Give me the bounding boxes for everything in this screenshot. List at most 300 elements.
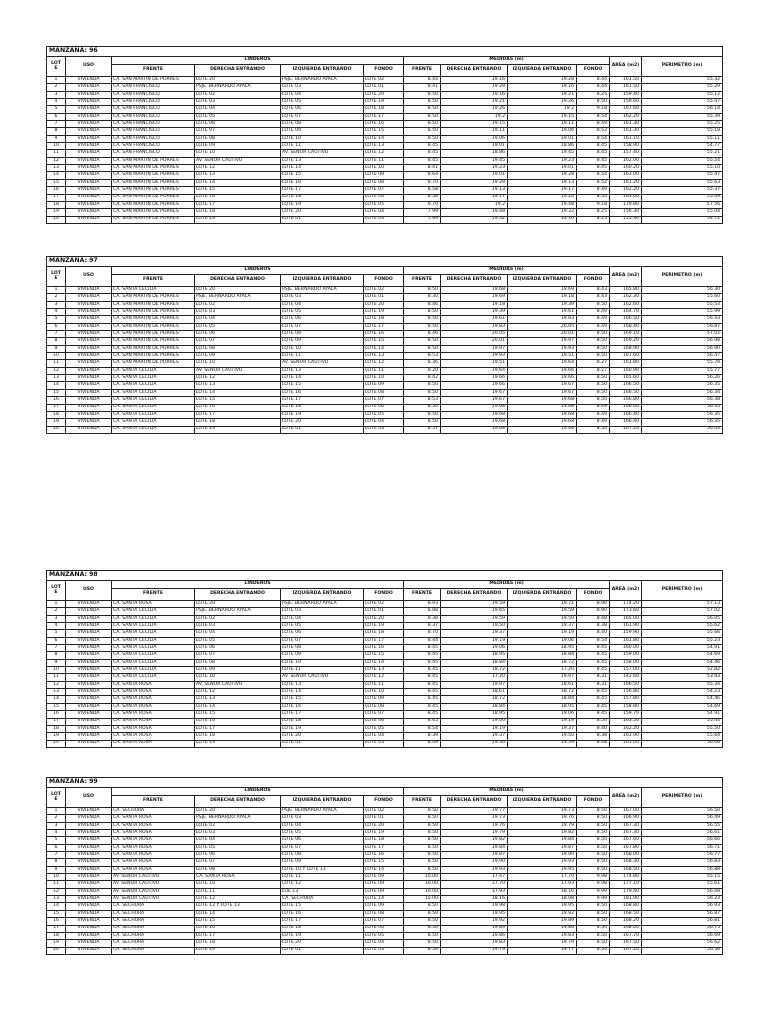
medidas-header: MEDIDAS (m) bbox=[404, 788, 610, 796]
table-row bbox=[47, 659, 723, 666]
derecha-cell: LOTE 03 bbox=[195, 830, 281, 837]
derecha-cell: LOTE 18 bbox=[195, 419, 281, 426]
fondo-header: FONDO bbox=[364, 65, 404, 77]
lote-cell: 12 bbox=[47, 157, 66, 164]
frente-header: FRENTE bbox=[112, 589, 195, 601]
medida-frente-cell: 8.50 bbox=[404, 287, 441, 294]
perimetro-cell: 56.69 bbox=[642, 932, 723, 939]
manzana-block-97 bbox=[46, 256, 722, 434]
uso-cell: VIVIENDA bbox=[66, 345, 112, 352]
area-cell: 168.40 bbox=[610, 323, 642, 330]
frente-cell: CA. SAN MARTIN DE PORRES bbox=[112, 172, 195, 179]
frente-cell: CA. SAN MARTIN DE PORRES bbox=[112, 209, 195, 216]
perimetro-cell: 54.77 bbox=[642, 143, 723, 150]
frente-cell: CA. SAN MARTIN DE PORRES bbox=[112, 157, 195, 164]
izquierda-cell: LOTE 14 bbox=[281, 689, 364, 696]
medida-fondo-cell: 8.50 bbox=[577, 397, 610, 404]
uso-cell: VIVIENDA bbox=[66, 194, 112, 201]
lote-cell: 14 bbox=[47, 172, 66, 179]
derecha-cell: LOTE 08 bbox=[195, 866, 281, 873]
fondo-cell: LOTE 08 bbox=[364, 179, 404, 186]
medida-frente-cell: 8.50 bbox=[404, 932, 441, 939]
medida-derecha-cell: 19.17 bbox=[441, 194, 508, 201]
area-cell: 166.40 bbox=[610, 419, 642, 426]
area-cell: 168.80 bbox=[610, 903, 642, 910]
table-row bbox=[47, 822, 723, 829]
area-cell: 161.90 bbox=[610, 623, 642, 630]
medida-fondo-cell: 8.54 bbox=[577, 194, 610, 201]
uso-header: USO bbox=[66, 57, 112, 77]
derecha-cell: LOTE 09 bbox=[195, 143, 281, 150]
medida-izquierda-cell: 19.06 bbox=[508, 711, 577, 718]
uso-cell: VIVIENDA bbox=[66, 888, 112, 895]
table-row bbox=[47, 859, 723, 866]
perimetro-cell: 55.62 bbox=[642, 623, 723, 630]
medida-derecha-cell: 19.39 bbox=[441, 309, 508, 316]
area-cell: 157.00 bbox=[610, 667, 642, 674]
lote-cell: 9 bbox=[47, 135, 66, 142]
perimetro-cell: 55.34 bbox=[642, 681, 723, 688]
lote-cell: 6 bbox=[47, 113, 66, 120]
fondo-cell: LOTE 09 bbox=[364, 874, 404, 881]
medida-derecha-cell: 19.23 bbox=[441, 165, 508, 172]
perimetro-cell: 55.53 bbox=[642, 301, 723, 308]
lote-cell: 13 bbox=[47, 689, 66, 696]
uso-cell: VIVIENDA bbox=[66, 353, 112, 360]
medida-derecha-cell: 19.83 bbox=[441, 940, 508, 947]
izquierda-cell: LOTE 18 bbox=[281, 194, 364, 201]
izquierda-cell: LOTE 14 bbox=[281, 165, 364, 172]
medida-fondo-cell: 8.45 bbox=[577, 659, 610, 666]
uso-cell: VIVIENDA bbox=[66, 918, 112, 925]
derecha-cell: LOTE 05 bbox=[195, 113, 281, 120]
perimetro-cell: 55.64 bbox=[642, 733, 723, 740]
izquierda-cell: LOTE 10 bbox=[281, 135, 364, 142]
izquierda-cell: LOTE 07 bbox=[281, 637, 364, 644]
medida-frente-cell: 8.45 bbox=[404, 703, 441, 710]
area-cell: 179.80 bbox=[610, 201, 642, 208]
table-row bbox=[47, 91, 723, 98]
lot-header: LOT E bbox=[47, 788, 66, 808]
area-cell: 167.20 bbox=[610, 947, 642, 954]
area-cell: 165.80 bbox=[610, 287, 642, 294]
medida-derecha-cell: 19.59 bbox=[441, 615, 508, 622]
medida-izquierda-header: IZQUIERDA ENTRANDO bbox=[508, 796, 577, 808]
derecha-cell: LOTE 12 bbox=[195, 375, 281, 382]
medida-fondo-cell: 8.27 bbox=[577, 360, 610, 367]
fondo-cell: LOTE 15 bbox=[364, 338, 404, 345]
frente-cell: CA. SAN MARTIN DE PORRES bbox=[112, 345, 195, 352]
medida-frente-cell: 8.41 bbox=[404, 84, 441, 91]
fondo-cell: LOTE 18 bbox=[364, 837, 404, 844]
derecha-cell: LOTE 15 bbox=[195, 187, 281, 194]
fondo-cell: LOTE 03 bbox=[364, 947, 404, 954]
area-cell: 157.40 bbox=[610, 150, 642, 157]
frente-cell: CA. SANTA CECILIA bbox=[112, 645, 195, 652]
medida-frente-cell: 8.50 bbox=[404, 910, 441, 917]
izquierda-cell: LOTE 16 bbox=[281, 179, 364, 186]
frente-cell: CA. SANTA CECILIA bbox=[112, 287, 195, 294]
area-cell: 167.60 bbox=[610, 353, 642, 360]
izquierda-cell: PSJE. BERNARDO AYALA bbox=[281, 601, 364, 608]
perimetro-cell: 56.61 bbox=[642, 830, 723, 837]
izquierda-cell: LOTE 17 bbox=[281, 711, 364, 718]
medida-frente-cell: 8.50 bbox=[404, 822, 441, 829]
derecha-cell: LOTE 08 bbox=[195, 345, 281, 352]
uso-cell: VIVIENDA bbox=[66, 837, 112, 844]
izquierda-cell: LOTE 03 bbox=[281, 84, 364, 91]
area-cell: 169.10 bbox=[610, 331, 642, 338]
frente-cell: CA. SANTA CECILIA bbox=[112, 652, 195, 659]
uso-cell: VIVIENDA bbox=[66, 301, 112, 308]
frente-cell: CA. SECHURA bbox=[112, 947, 195, 954]
frente-cell: CA. SANTA CECILIA bbox=[112, 659, 195, 666]
fondo-cell: LOTE 14 bbox=[364, 896, 404, 903]
izquierda-cell: LOTE 09 bbox=[281, 859, 364, 866]
frente-cell: CA. SECHURA bbox=[112, 903, 195, 910]
uso-cell: VIVIENDA bbox=[66, 382, 112, 389]
area-cell: 155.30 bbox=[610, 216, 642, 223]
lot-header: LOT E bbox=[47, 57, 66, 77]
frente-cell: CA. SANTA ROSA bbox=[112, 711, 195, 718]
medida-izquierda-cell: 19.67 bbox=[508, 389, 577, 396]
izquierda-cell: LOTE 13 bbox=[281, 367, 364, 374]
uso-cell: VIVIENDA bbox=[66, 294, 112, 301]
medida-frente-cell: 8.50 bbox=[404, 419, 441, 426]
lote-cell: 17 bbox=[47, 718, 66, 725]
izquierda-cell: LOTE 03 bbox=[281, 815, 364, 822]
derecha-cell: LOTE 17 bbox=[195, 725, 281, 732]
derecha-cell: LOTE 15 bbox=[195, 397, 281, 404]
lote-cell: 18 bbox=[47, 725, 66, 732]
medida-fondo-cell: 8.48 bbox=[577, 740, 610, 747]
frente-cell: CA. SANTA CECILIA bbox=[112, 411, 195, 418]
fondo-cell: LOTE 19 bbox=[364, 309, 404, 316]
perimetro-cell: 54.46 bbox=[642, 696, 723, 703]
medida-derecha-cell: 19.68 bbox=[441, 426, 508, 433]
medida-izquierda-cell: 19.48 bbox=[508, 201, 577, 208]
linderos-header: LINDEROS bbox=[112, 267, 404, 275]
table-row bbox=[47, 345, 723, 352]
perimetro-cell: 56.56 bbox=[642, 947, 723, 954]
area-cell: 159.70 bbox=[610, 711, 642, 718]
medida-fondo-cell: 8.38 bbox=[577, 733, 610, 740]
lote-cell: 12 bbox=[47, 367, 66, 374]
uso-cell: VIVIENDA bbox=[66, 932, 112, 939]
area-header: AREA (m2) bbox=[610, 57, 642, 77]
table-row bbox=[47, 426, 723, 433]
area-cell: 161.30 bbox=[610, 121, 642, 128]
medida-fondo-cell: 8.54 bbox=[577, 113, 610, 120]
fondo-cell: LOTE 09 bbox=[364, 172, 404, 179]
uso-cell: VIVIENDA bbox=[66, 689, 112, 696]
fondo-cell: LOTE 17 bbox=[364, 844, 404, 851]
area-cell: 168.90 bbox=[610, 345, 642, 352]
medida-frente-cell: 7.99 bbox=[404, 216, 441, 223]
medida-izquierda-cell: 19.23 bbox=[508, 157, 577, 164]
medida-derecha-cell: 18.61 bbox=[441, 689, 508, 696]
uso-cell: VIVIENDA bbox=[66, 411, 112, 418]
table-row bbox=[47, 389, 723, 396]
medida-frente-cell: 8.44 bbox=[404, 77, 441, 84]
area-cell: 168.50 bbox=[610, 866, 642, 873]
area-cell: 158.80 bbox=[610, 703, 642, 710]
medida-frente-cell: 8.50 bbox=[404, 121, 441, 128]
fondo-cell: LOTE 07 bbox=[364, 711, 404, 718]
derecha-cell: LOTE 19 bbox=[195, 740, 281, 747]
table-row bbox=[47, 150, 723, 157]
medida-derecha-cell: 19.68 bbox=[441, 404, 508, 411]
fondo-cell: LOTE 04 bbox=[364, 733, 404, 740]
medida-frente-cell: 10.00 bbox=[404, 874, 441, 881]
medida-izquierda-cell: 19.66 bbox=[508, 375, 577, 382]
fondo-cell: LOTE 12 bbox=[364, 360, 404, 367]
uso-cell: VIVIENDA bbox=[66, 316, 112, 323]
izquierda-cell: LOTE 20 bbox=[281, 419, 364, 426]
lote-cell: 16 bbox=[47, 397, 66, 404]
fondo-cell: LOTE 01 bbox=[364, 84, 404, 91]
medida-derecha-cell: 18.72 bbox=[441, 696, 508, 703]
medida-izquierda-cell: 18.84 bbox=[508, 652, 577, 659]
medida-derecha-cell: 19.84 bbox=[441, 844, 508, 851]
perimetro-cell: 56.93 bbox=[642, 903, 723, 910]
frente-header: FRENTE bbox=[112, 275, 195, 287]
izquierda-cell: LOTE 07 bbox=[281, 113, 364, 120]
medida-izquierda-cell: 19.93 bbox=[508, 345, 577, 352]
table-row bbox=[47, 157, 723, 164]
fondo-header: FONDO bbox=[364, 796, 404, 808]
medida-frente-cell: 8.45 bbox=[404, 652, 441, 659]
lote-cell: 7 bbox=[47, 645, 66, 652]
lote-cell: 2 bbox=[47, 815, 66, 822]
lote-cell: 19 bbox=[47, 733, 66, 740]
table-row bbox=[47, 84, 723, 91]
medida-fondo-cell: 8.50 bbox=[577, 925, 610, 932]
frente-cell: CA. SANTA ROSA bbox=[112, 681, 195, 688]
medida-izquierda-cell: 17.70 bbox=[508, 874, 577, 881]
medida-frente-cell: 8.50 bbox=[404, 338, 441, 345]
perimetro-header: PERIMETRO (m) bbox=[642, 267, 723, 287]
medida-izquierda-cell: 19.68 bbox=[508, 426, 577, 433]
area-cell: 165.00 bbox=[610, 740, 642, 747]
medida-frente-cell: 8.37 bbox=[404, 623, 441, 630]
izquierda-cell: LOTE 20 bbox=[281, 940, 364, 947]
lote-cell: 16 bbox=[47, 187, 66, 194]
uso-cell: VIVIENDA bbox=[66, 896, 112, 903]
uso-cell: VIVIENDA bbox=[66, 667, 112, 674]
lote-cell: 15 bbox=[47, 910, 66, 917]
frente-cell: CA. SECHURA bbox=[112, 940, 195, 947]
medida-frente-cell: 8.53 bbox=[404, 353, 441, 360]
lote-cell: 18 bbox=[47, 932, 66, 939]
medida-derecha-cell: 19.69 bbox=[441, 294, 508, 301]
medida-derecha-cell: 19.68 bbox=[441, 411, 508, 418]
medida-fondo-cell: 8.45 bbox=[577, 703, 610, 710]
medida-fondo-cell: 8.54 bbox=[577, 637, 610, 644]
linderos-header: LINDEROS bbox=[112, 581, 404, 589]
medida-derecha-cell: 19.89 bbox=[441, 925, 508, 932]
fondo-cell: LOTE 02 bbox=[364, 808, 404, 815]
uso-cell: VIVIENDA bbox=[66, 740, 112, 747]
fondo-cell: LOTE 14 bbox=[364, 659, 404, 666]
derecha-cell: LOTE 06 bbox=[195, 645, 281, 652]
izquierda-cell: LOTE 15 bbox=[281, 696, 364, 703]
medida-fondo-cell: 8.50 bbox=[577, 345, 610, 352]
medida-frente-header: FRENTE bbox=[404, 275, 441, 287]
perimetro-cell: 55.11 bbox=[642, 135, 723, 142]
table-row bbox=[47, 106, 723, 113]
derecha-cell: LOTE 17 bbox=[195, 201, 281, 208]
area-cell: 167.70 bbox=[610, 932, 642, 939]
derecha-cell: PSJE. BERNARDO AYALA bbox=[195, 608, 281, 615]
izquierda-cell: LOTE 19 bbox=[281, 201, 364, 208]
medida-derecha-cell: 19.65 bbox=[441, 608, 508, 615]
frente-cell: AV. SEÑOR CAUTIVO bbox=[112, 881, 195, 888]
perimetro-cell: 52.82 bbox=[642, 667, 723, 674]
medida-izquierda-cell: 20.01 bbox=[508, 331, 577, 338]
perimetro-cell: 56.49 bbox=[642, 815, 723, 822]
izquierda-cell: LOTE 14 bbox=[281, 375, 364, 382]
medida-frente-cell: 8.50 bbox=[404, 316, 441, 323]
frente-cell: CA. SAN MARTIN DE PORRES bbox=[112, 316, 195, 323]
frente-cell: CA. SECHURA bbox=[112, 932, 195, 939]
perimetro-cell: 56.35 bbox=[642, 411, 723, 418]
medida-fondo-cell: 8.45 bbox=[577, 143, 610, 150]
lote-cell: 4 bbox=[47, 99, 66, 106]
perimetro-cell: 55.25 bbox=[642, 121, 723, 128]
medida-derecha-cell: 19.93 bbox=[441, 353, 508, 360]
table-row bbox=[47, 815, 723, 822]
medida-fondo-cell: 8.49 bbox=[577, 121, 610, 128]
medida-frente-cell: 8.45 bbox=[404, 696, 441, 703]
izquierda-cell: LOTE 04 bbox=[281, 615, 364, 622]
frente-cell: CA. SAN FRANCISCO bbox=[112, 84, 195, 91]
medida-frente-cell: 8.50 bbox=[404, 389, 441, 396]
medida-derecha-header: DERECHA ENTRANDO bbox=[441, 275, 508, 287]
frente-cell: CA. SAN MARTIN DE PORRES bbox=[112, 309, 195, 316]
izquierda-cell: LOTE 03 bbox=[281, 294, 364, 301]
medida-frente-cell: 8.39 bbox=[404, 733, 441, 740]
medida-frente-cell: 8.58 bbox=[404, 187, 441, 194]
uso-cell: VIVIENDA bbox=[66, 157, 112, 164]
derecha-cell: LOTE 03 bbox=[195, 99, 281, 106]
medida-derecha-cell: 19.64 bbox=[441, 367, 508, 374]
fondo-cell: LOTE 16 bbox=[364, 852, 404, 859]
lote-cell: 8 bbox=[47, 652, 66, 659]
lote-cell: 12 bbox=[47, 888, 66, 895]
medida-fondo-cell: 9.99 bbox=[577, 896, 610, 903]
medida-derecha-cell: 19.86 bbox=[441, 932, 508, 939]
perimetro-cell: 56.87 bbox=[642, 910, 723, 917]
perimetro-cell: 55.39 bbox=[642, 113, 723, 120]
fondo-cell: LOTE 02 bbox=[364, 601, 404, 608]
table-row bbox=[47, 866, 723, 873]
medida-derecha-cell: 19.21 bbox=[441, 99, 508, 106]
medida-izquierda-header: IZQUIERDA ENTRANDO bbox=[508, 589, 577, 601]
table-row bbox=[47, 674, 723, 681]
medida-izquierda-cell: 19.97 bbox=[508, 338, 577, 345]
medida-frente-cell: 9.70 bbox=[404, 201, 441, 208]
frente-cell: CA. SAN FRANCISCO bbox=[112, 121, 195, 128]
lote-cell: 20 bbox=[47, 947, 66, 954]
derecha-cell: LOTE 16 bbox=[195, 718, 281, 725]
perimetro-header: PERIMETRO (m) bbox=[642, 57, 723, 77]
area-cell: 168.00 bbox=[610, 925, 642, 932]
medida-derecha-header: DERECHA ENTRANDO bbox=[441, 589, 508, 601]
table-row bbox=[47, 367, 723, 374]
frente-cell: CA. SANTA CECILIA bbox=[112, 426, 195, 433]
medida-fondo-cell: 8.90 bbox=[577, 608, 610, 615]
lote-cell: 12 bbox=[47, 681, 66, 688]
lote-cell: 4 bbox=[47, 623, 66, 630]
uso-cell: VIVIENDA bbox=[66, 844, 112, 851]
area-cell: 167.20 bbox=[610, 426, 642, 433]
derecha-cell: LOTE 02 bbox=[195, 615, 281, 622]
uso-cell: VIVIENDA bbox=[66, 866, 112, 873]
perimetro-cell: 55.66 bbox=[642, 630, 723, 637]
uso-cell: VIVIENDA bbox=[66, 925, 112, 932]
table-row bbox=[47, 888, 723, 895]
medida-izquierda-cell: 18.08 bbox=[508, 896, 577, 903]
manzana-label: MANZANA: bbox=[49, 778, 87, 786]
medida-fondo-cell: 8.50 bbox=[577, 375, 610, 382]
manzana-label: MANZANA: bbox=[49, 47, 87, 55]
medida-derecha-cell: 19.37 bbox=[441, 733, 508, 740]
area-cell: 161.30 bbox=[610, 128, 642, 135]
medida-frente-cell: 8.38 bbox=[404, 615, 441, 622]
perimetro-cell: 56.34 bbox=[642, 389, 723, 396]
izquierda-cell: LOTE 04 bbox=[281, 822, 364, 829]
izquierda-cell: LOTE 18 bbox=[281, 718, 364, 725]
fondo-cell: LOTE 11 bbox=[364, 157, 404, 164]
frente-cell: CA. SANTA ROSA bbox=[112, 718, 195, 725]
area-cell: 162.00 bbox=[610, 157, 642, 164]
medida-frente-cell: 8.45 bbox=[404, 667, 441, 674]
medida-frente-cell: 8.50 bbox=[404, 859, 441, 866]
table-row bbox=[47, 382, 723, 389]
medida-derecha-cell: 18.16 bbox=[441, 896, 508, 903]
medida-izquierda-cell: 19.19 bbox=[508, 630, 577, 637]
area-cell: 161.80 bbox=[610, 360, 642, 367]
perimetro-cell: 55.19 bbox=[642, 128, 723, 135]
izquierda-cell: LOTE 06 bbox=[281, 630, 364, 637]
uso-cell: VIVIENDA bbox=[66, 623, 112, 630]
medida-derecha-cell: 19.83 bbox=[441, 323, 508, 330]
area-cell: 166.50 bbox=[610, 316, 642, 323]
table-row bbox=[47, 881, 723, 888]
medida-izquierda-cell: 19.19 bbox=[508, 718, 577, 725]
frente-cell: CA. SANTA CECILIA bbox=[112, 419, 195, 426]
fondo-cell: LOTE 07 bbox=[364, 397, 404, 404]
uso-cell: VIVIENDA bbox=[66, 201, 112, 208]
frente-cell: CA. SANTA ROSA bbox=[112, 740, 195, 747]
derecha-cell: LOTE 17 bbox=[195, 932, 281, 939]
derecha-cell: LOTE 13 bbox=[195, 172, 281, 179]
izquierda-cell: LOTE 20 bbox=[281, 209, 364, 216]
medida-frente-cell: 8.58 bbox=[404, 194, 441, 201]
perimetro-cell: 53.93 bbox=[642, 674, 723, 681]
uso-cell: VIVIENDA bbox=[66, 172, 112, 179]
fondo-cell: LOTE 13 bbox=[364, 667, 404, 674]
perimetro-cell: 55.29 bbox=[642, 84, 723, 91]
izquierda-cell: LOTE 06 bbox=[281, 837, 364, 844]
uso-cell: VIVIENDA bbox=[66, 99, 112, 106]
uso-cell: VIVIENDA bbox=[66, 601, 112, 608]
derecha-cell: LOTE 13 bbox=[195, 696, 281, 703]
medida-izquierda-cell: 18.72 bbox=[508, 659, 577, 666]
fondo-cell: LOTE 15 bbox=[364, 652, 404, 659]
fondo-cell: LOTE 09 bbox=[364, 903, 404, 910]
